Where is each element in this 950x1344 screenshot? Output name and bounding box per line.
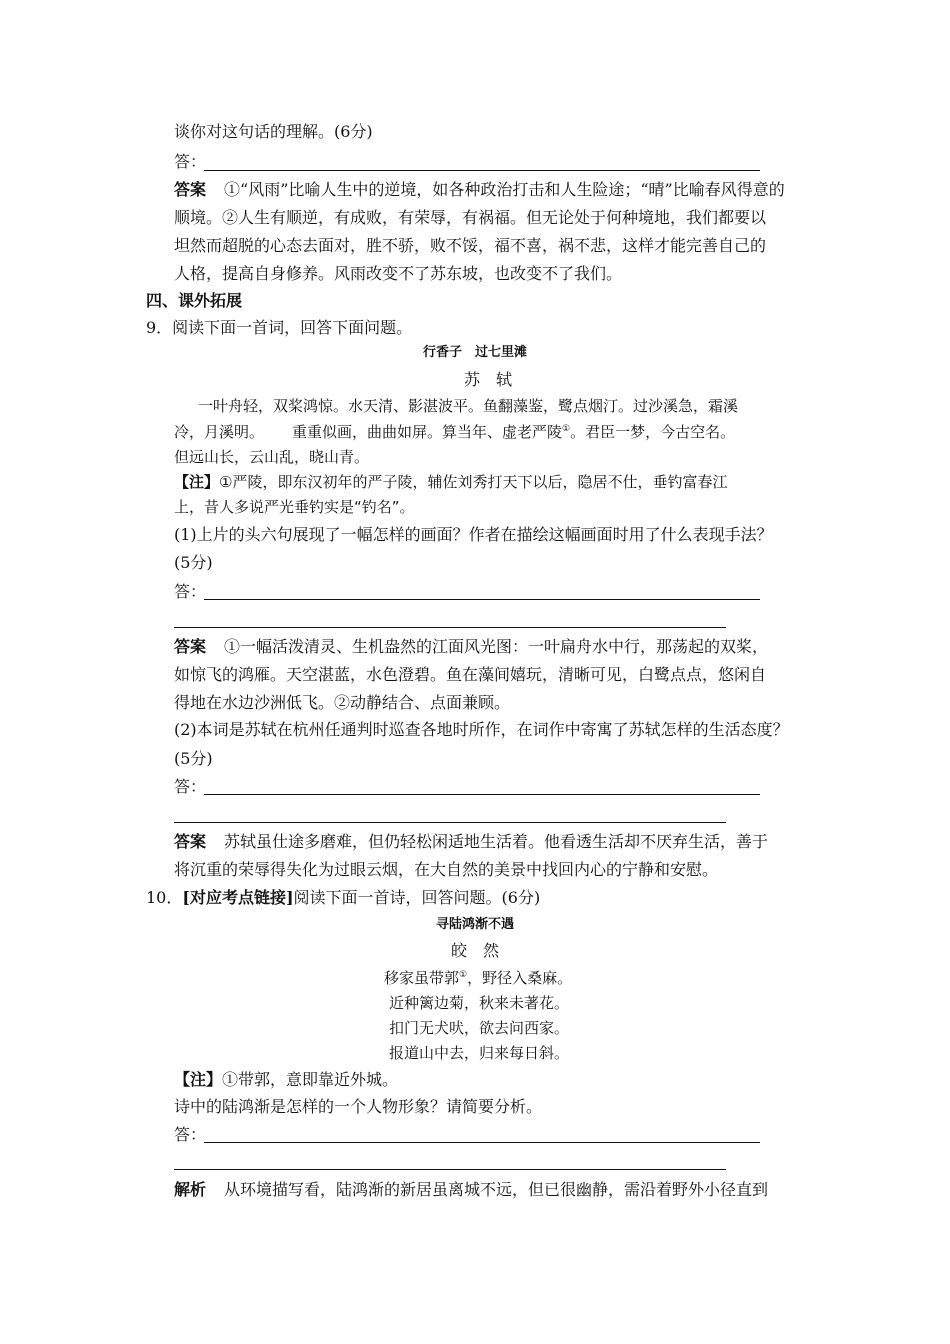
q8-answer-label: 答： [174,152,207,171]
q9-sub2-question: (2)本词是苏轼在杭州任通判时巡查各地时所作，在词作中寄寓了苏轼怎样的生活态度？ [174,720,789,739]
q9-sub1-key-line: 得地在水边沙洲低飞。②动静结合、点面兼顾。 [174,693,511,712]
q9-note-label: 【注】 [174,473,220,491]
q10-note [174,1070,398,1090]
q9-sub2-key-label: 答案 [174,832,207,851]
q10-analysis [174,1180,768,1200]
q10-note-mark: ① [459,970,468,980]
q8-key-line: 顺境。②人生有顺逆，有成败，有荣辱，有祸福。但无论处于何种境地，我们都要以 [174,208,767,227]
q8-key-line: 人格，提高自身修养。风雨改变不了苏东坡，也改变不了我们。 [174,264,623,283]
q8-question-tail: 谈你对这句话的理解。(6分) [174,122,373,141]
q8-key-line: 坦然而超脱的心态去面对，胜不骄，败不馁，福不喜，祸不悲，这样才能完善自己的 [174,236,767,255]
q9-poem-author: 苏 轼 [463,370,512,389]
q10-note-text: ①带郭，意即靠近外城。 [222,1070,399,1089]
q9-poem-line: 一叶舟轻，双桨鸿惊。水天清、影湛波平。鱼翻藻鉴，鹭点烟汀。过沙溪急，霜溪 [198,397,739,415]
q10-poem-line: 报道山中去，归来每日斜。 [389,1044,570,1062]
q8-key [174,180,785,200]
q10-analysis-label: 解析 [174,1180,207,1199]
q8-key-line: ①“风雨”比喻人生中的逆境，如各种政治打击和人生险途；“晴”比喻春风得意的 [224,180,785,199]
q9-sub1-answer-line [174,627,726,628]
q9-sub1-question: (1)上片的头六句展现了一幅怎样的画面？作者在描绘这幅画面时用了什么表现手法？ [174,525,773,544]
q8-key-label: 答案 [174,180,207,199]
section-heading: 四、课外拓展 [146,291,243,310]
q9-note [174,472,727,492]
q9-sub1-key [174,637,768,657]
q9-sub1-answer-line [204,599,760,600]
q10-stem [146,888,540,908]
q9-poem-title: 行香子 过七里滩 [422,345,527,360]
q10-analysis-text: 从环境描写看，陆鸿渐的新居虽离城不远，但已很幽静，需沿着野外小径直到 [224,1180,769,1199]
q8-answer-line [204,170,760,171]
q10-stem-text: 阅读下面一首诗，回答问题。(6分) [293,888,541,907]
q9-poem-line-part: 冷，月溪明。 [174,423,265,441]
q10-poem-line [384,968,572,988]
q9-stem: 9．阅读下面一首词，回答下面问题。 [146,318,413,337]
q10-note-label: 【注】 [174,1070,223,1089]
q9-sub2-answer-label: 答： [174,777,207,796]
q9-note-mark: ① [562,424,571,434]
q9-sub2-answer-line [174,822,726,823]
q9-sub1-answer-label: 答： [174,582,207,601]
q10-poem-line-part: 移家虽带郭 [384,969,460,987]
q9-sub2-key-line: 将沉重的荣辱得失化为过眼云烟，在大自然的美景中找回内心的宁静和安慰。 [174,860,719,879]
q9-poem-line-part: 。君臣一梦，今古空名。 [570,423,736,441]
q10-question: 诗中的陆鸿渐是怎样的一个人物形象？请简要分析。 [174,1097,543,1116]
q9-note-line: ①严陵，即东汉初年的严子陵，辅佐刘秀打天下以后，隐居不仕，垂钓富春江 [219,473,728,491]
q9-poem-line: 但远山长，云山乱，晓山青。 [174,448,370,466]
q10-answer-label: 答： [174,1125,207,1144]
q10-answer-line [174,1169,726,1170]
q9-sub1-key-line: 如惊飞的鸿雁。天空湛蓝，水色澄碧。鱼在藻间嬉玩，清晰可见，白鹭点点，悠闲自 [174,665,767,684]
q9-sub2-score: (5分) [174,749,213,768]
q10-number: 10． [146,888,183,907]
q10-poem-line: 近种篱边菊，秋来未著花。 [389,994,570,1012]
q10-poem-title: 寻陆鸿渐不遇 [435,917,514,932]
q9-poem-line-part: 重重似画，曲曲如屏。算当年、虚老严陵 [292,423,563,441]
q10-poem-line-part: ，野径入桑麻。 [467,969,573,987]
q10-poem-author: 皎 然 [450,941,499,960]
q9-sub1-key-line: ①一幅活泼清灵、生机盎然的江面风光图：一叶扁舟水中行，那荡起的双桨， [224,637,769,656]
q9-note-line: 上，昔人多说严光垂钓实是“钓名”。 [174,498,415,516]
q9-sub2-key [174,832,768,852]
q9-sub2-answer-line [204,794,760,795]
q10-poem-line: 扣门无犬吠，欲去问西家。 [389,1019,570,1037]
q9-sub1-key-label: 答案 [174,637,207,656]
q9-sub1-score: (5分) [174,553,213,572]
q9-sub2-key-line: 苏轼虽仕途多磨难，但仍轻松闲适地生活着。他看透生活却不厌弃生活，善于 [224,832,769,851]
q9-poem-line [174,422,735,442]
q10-answer-line [204,1142,760,1143]
q10-link-label: [对应考点链接] [182,888,294,907]
